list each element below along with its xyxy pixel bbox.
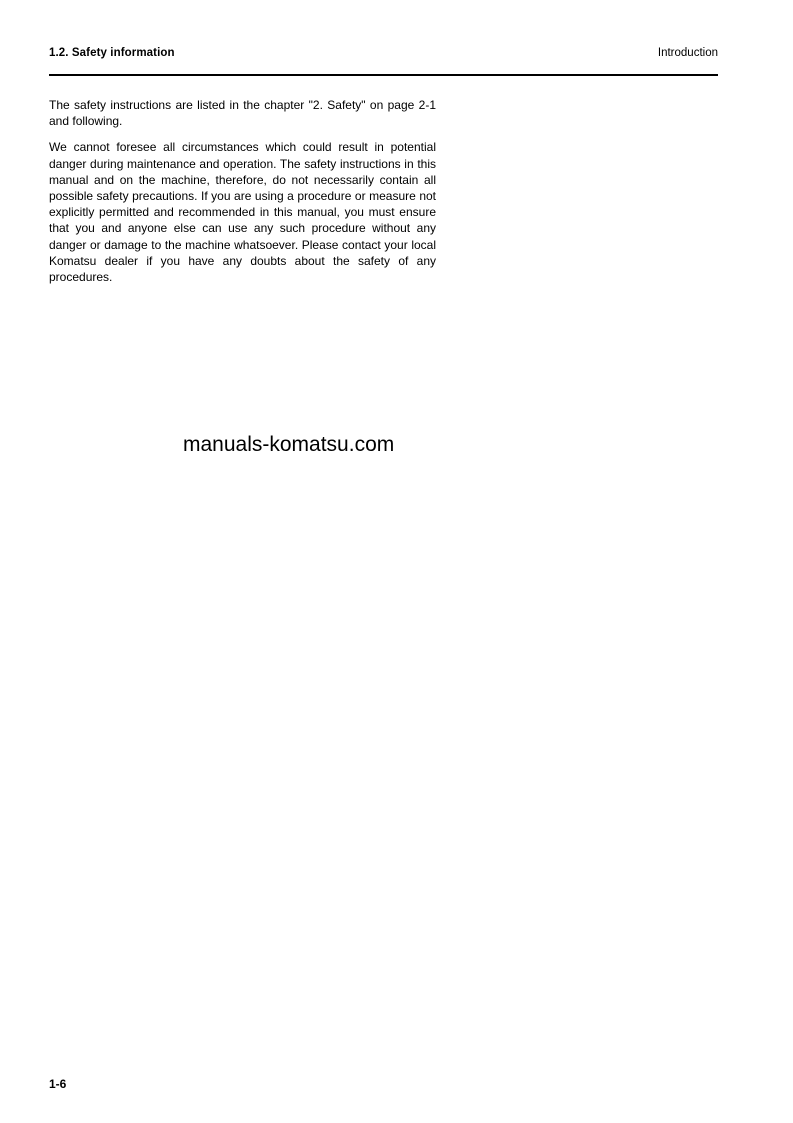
body-text bbox=[49, 97, 436, 295]
watermark-text: manuals-komatsu.com bbox=[183, 433, 395, 456]
chapter-title: Introduction bbox=[657, 47, 718, 59]
section-title: 1.2. Safety information bbox=[49, 47, 175, 59]
paragraph-safety-disclaimer: We cannot foresee all circumstances which could result in potential danger during maintenance and operation. The safety instructions in this manual and on the machine, therefore, do not necessarily contain all possible safety precautions. If you are using a procedure or measure not explicitly permitted and recommended in this manual, you must ensure that you and anyone else can use any such procedure without any danger or damage to the machine whatsoever. Please contact your local Komatsu dealer if you have any doubts about the safety of any procedures. bbox=[49, 140, 436, 285]
header-divider bbox=[49, 74, 718, 76]
paragraph-safety-reference: The safety instructions are listed in the chapter "2. Safety" on page 2-1 and following. bbox=[49, 98, 436, 129]
page-number: 1-6 bbox=[49, 1077, 67, 1091]
